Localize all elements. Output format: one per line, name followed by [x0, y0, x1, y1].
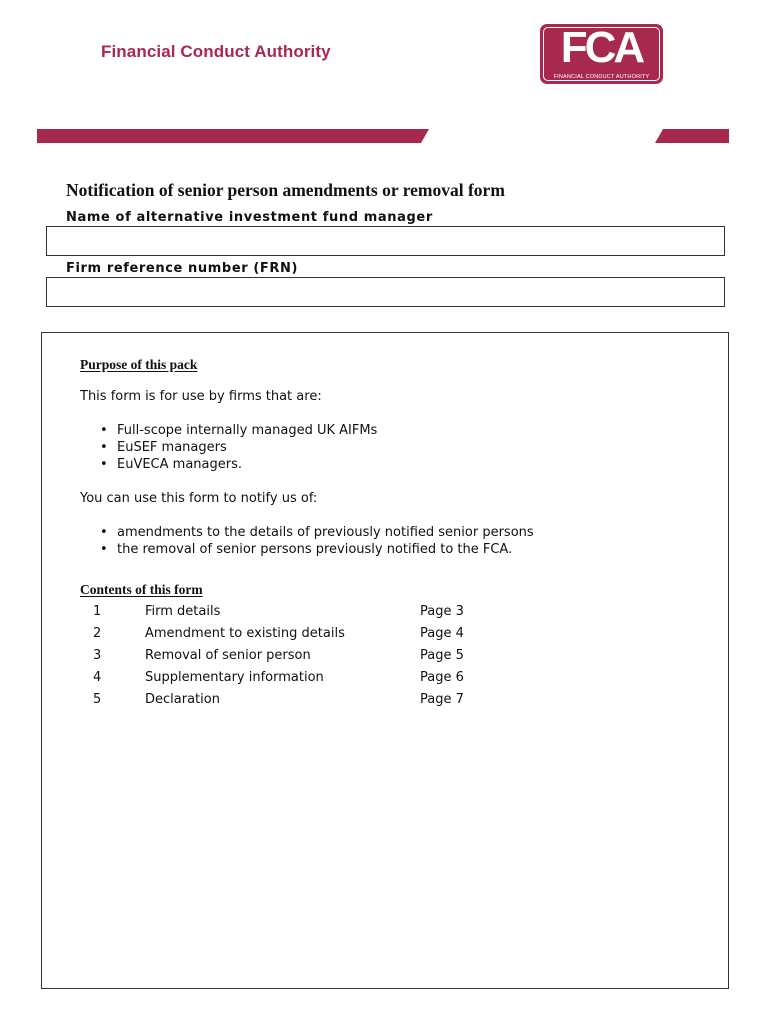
toc-title: Removal of senior person — [145, 648, 311, 663]
afm-name-label: Name of alternative investment fund manager — [66, 210, 433, 225]
list-item: • Full-scope internally managed UK AIFMs — [100, 422, 377, 439]
form-title: Notification of senior person amendments or removal form — [66, 180, 505, 200]
firm-type-list — [100, 422, 377, 473]
logo-letters: FCA — [560, 23, 643, 72]
toc-title: Supplementary information — [145, 670, 324, 685]
notify-list — [100, 524, 534, 558]
purpose-intro: This form is for use by firms that are: — [80, 389, 322, 404]
frn-label: Firm reference number (FRN) — [66, 261, 299, 276]
afm-name-field[interactable] — [46, 226, 725, 256]
toc-number: 3 — [93, 648, 102, 663]
toc-page: Page 5 — [420, 648, 464, 663]
toc-number: 4 — [93, 670, 102, 685]
toc-title: Firm details — [145, 604, 221, 619]
toc-number: 2 — [93, 626, 102, 641]
fca-logo — [540, 24, 663, 84]
contents-heading: Contents of this form — [80, 582, 203, 597]
toc-number: 1 — [93, 604, 102, 619]
toc-row — [80, 670, 500, 690]
toc-page: Page 6 — [420, 670, 464, 685]
toc-page: Page 4 — [420, 626, 464, 641]
org-name: Financial Conduct Authority — [101, 42, 331, 61]
notify-intro: You can use this form to notify us of: — [80, 491, 318, 506]
toc-title: Declaration — [145, 692, 220, 707]
toc-row — [80, 692, 500, 712]
list-item: • the removal of senior persons previously notified to the FCA. — [100, 541, 534, 558]
toc-page: Page 7 — [420, 692, 464, 707]
logo-subtitle: FINANCIAL CONDUCT AUTHORITY — [553, 74, 650, 80]
list-item: • amendments to the details of previously notified senior persons — [100, 524, 534, 541]
toc-row — [80, 604, 500, 624]
list-item: • EuVECA managers. — [100, 456, 377, 473]
toc-title: Amendment to existing details — [145, 626, 345, 641]
toc-number: 5 — [93, 692, 102, 707]
list-item: • EuSEF managers — [100, 439, 377, 456]
header-band-left — [37, 129, 429, 143]
toc-row — [80, 626, 500, 646]
header-band-right — [655, 129, 729, 143]
purpose-heading: Purpose of this pack — [80, 357, 198, 372]
toc-page: Page 3 — [420, 604, 464, 619]
toc-row — [80, 648, 500, 668]
frn-field[interactable] — [46, 277, 725, 307]
